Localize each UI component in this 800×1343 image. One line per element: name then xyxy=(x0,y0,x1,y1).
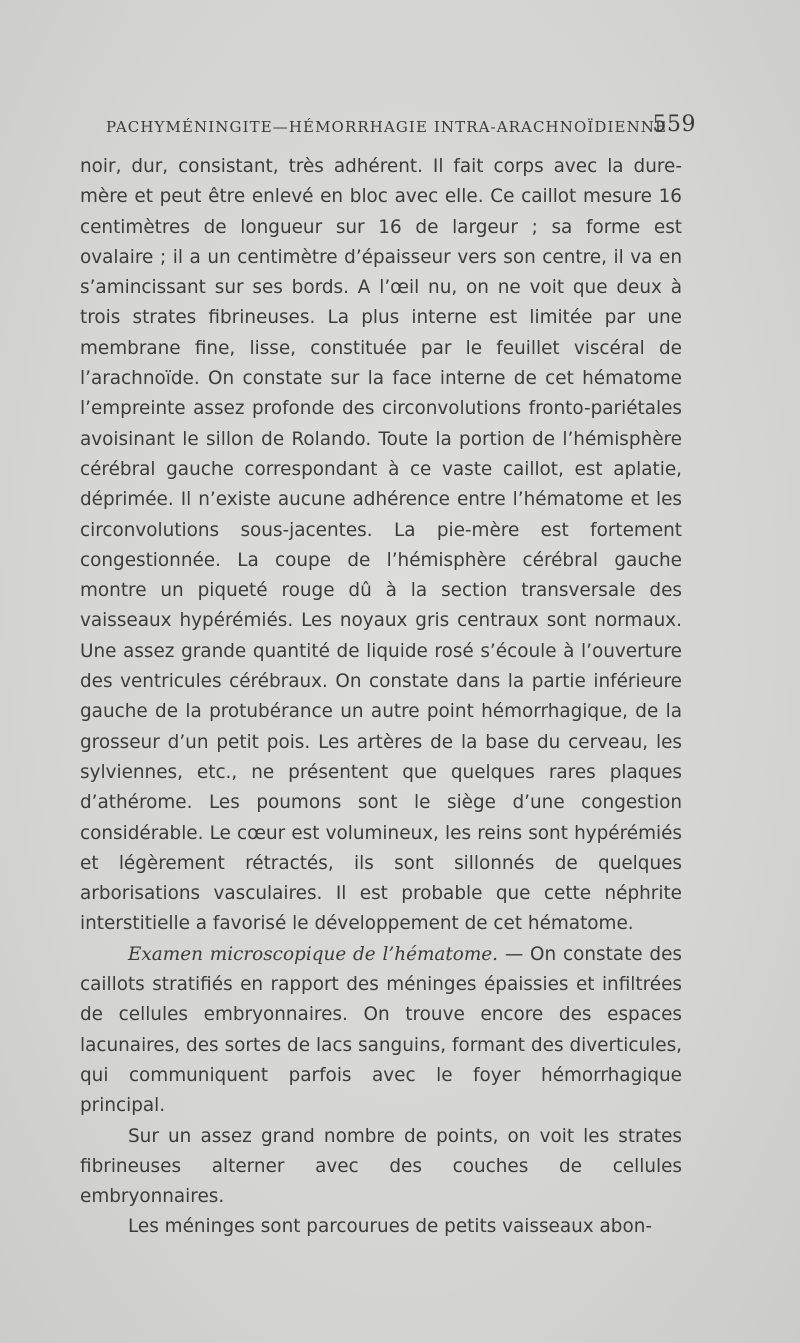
page-number: 559 xyxy=(652,112,696,137)
paragraph-microscopic-exam xyxy=(80,940,682,1122)
running-head: PACHYMÉNINGITE—HÉMORRHAGIE INTRA-ARACHNOÏDIENNE xyxy=(106,118,668,136)
paragraph-autopsy-findings: noir, dur, consistant, très adhérent. Il fait corps avec la dure-mère et peut être enlevé en bloc avec elle. Ce caillot mesure 16 centimètres de longueur sur 16 de largeur ; sa forme est ovalaire ; il a un centimètre d’épaisseur vers son centre, il va en s’amincissant sur ses bords. A l’œil nu, on ne voit que deux à trois strates fibrineuses. La plus interne est limitée par une membrane fine, lisse, constituée par le feuillet viscéral de l’arachnoïde. On constate sur la face interne de cet hématome l’empreinte assez profonde des circonvolutions fronto-pariétales avoisinant le sillon de Rolando. Toute la portion de l’hémisphère cérébral gauche correspondant à ce vaste caillot, est aplatie, déprimée. Il n’existe aucune adhérence entre l’hématome et les circonvolutions sous-jacentes. La pie-mère est fortement congestionnée. La coupe de l’hémisphère cérébral gauche montre un piqueté rouge dû à la section transversale des vaisseaux hypérémiés. Les noyaux gris centraux sont normaux. Une assez grande quantité de liquide rosé s’écoule à l’ouverture des ventricules cérébraux. On constate dans la partie inférieure gauche de la protubérance un autre point hémorrhagique, de la grosseur d’un petit pois. Les artères de la base du cerveau, les sylviennes, etc., ne présentent que quelques rares plaques d’athérome. Les poumons sont le siège d’une congestion considérable. Le cœur est volumineux, les reins sont hypérémiés et légèrement rétractés, ils sont sillonnés de quelques arborisations vasculaires. Il est probable que cette néphrite interstitielle a favorisé le développement de cet hématome. xyxy=(80,156,682,935)
paragraph-microscopic-exam-text: — On constate des caillots stratifiés en rapport des méninges épaissies et infiltrées de cellules embryonnaires. On trouve encore des espaces lacunaires, des sortes de lacs sanguins, formant des diverticules, qui communiquent parfois avec le foyer hémorrhagique principal. xyxy=(80,943,682,1117)
page-header xyxy=(106,112,696,146)
paragraph-fibrinous-strata: Sur un assez grand nombre de points, on voit les strates fibrineuses alterner avec des couches de cellules embryonnaires. xyxy=(80,1125,682,1208)
body-text xyxy=(80,152,682,1243)
paragraph-meninges-vessels: Les méninges sont parcourues de petits vaisseaux abon- xyxy=(128,1216,653,1238)
section-heading-microscopic-exam: Examen microscopique de l’hématome. xyxy=(128,943,498,965)
